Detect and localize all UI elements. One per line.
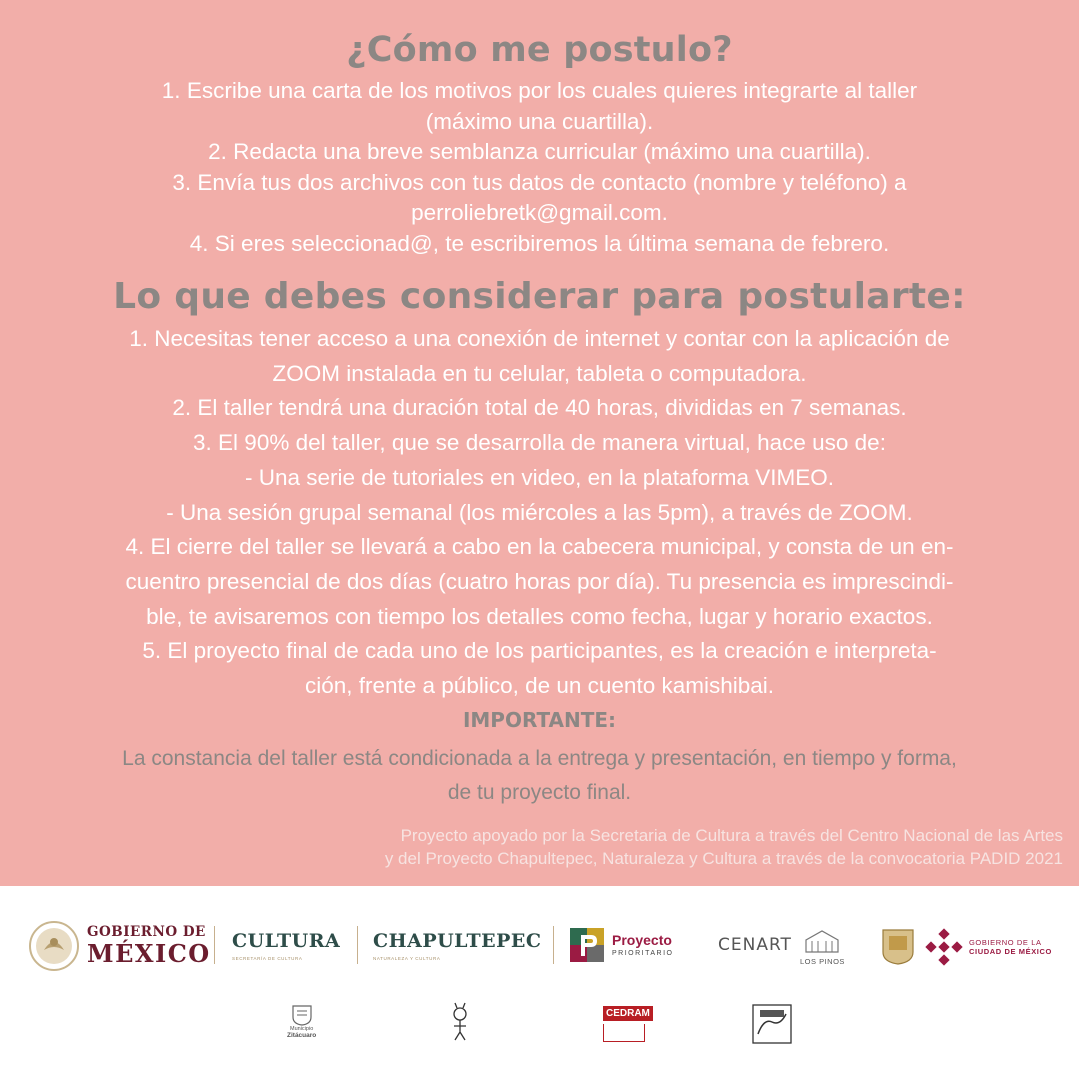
logo-divider [357, 926, 358, 964]
requirement-line: 4. El cierre del taller se llevará a cabo en la cabecera municipal, y consta de un en- [125, 534, 954, 560]
step-line: 2. Redacta una breve semblanza curricular (máximo una cuartilla). [208, 139, 871, 164]
cedram-label: CEDRAM [603, 1006, 653, 1021]
chapultepec-logo [373, 932, 542, 961]
cedram-frame [603, 1024, 645, 1042]
step-line: 4. Si eres seleccionad@, te escribiremos la última semana de febrero. [189, 230, 890, 256]
contact-email: perroliebretk@gmail.com. [411, 200, 668, 225]
proyecto-label: Proyecto [612, 932, 672, 948]
cenart-label: CENART [718, 935, 792, 955]
requirement-line: ción, frente a público, de un cuento kamishibai. [304, 673, 775, 699]
chapultepec-label: CHAPULTEPEC [373, 930, 542, 952]
requirement-line: ZOOM instalada en tu celular, tableta o computadora. [272, 360, 807, 386]
proyecto-prioritario-logo [570, 928, 673, 962]
illustrated-logo [752, 1004, 792, 1044]
important-line: de tu proyecto final. [447, 781, 632, 804]
step-line: 1. Escribe una carta de los motivos por los cuales quieres integrarte al taller [161, 78, 918, 103]
illustration-stamp-icon [752, 1004, 792, 1044]
requirement-line: ble, te avisaremos con tiempo los detalles como fecha, lugar y horario exactos. [146, 603, 933, 629]
zitacuaro-label: Zitácuaro [287, 1032, 317, 1039]
perro-liebre-character-icon [448, 1002, 476, 1042]
heading-como-postulo: ¿Cómo me postulo? [346, 30, 733, 70]
sponsor-logo-strip [0, 886, 1079, 1080]
logo-divider [553, 926, 554, 964]
requirement-line: 5. El proyecto final de cada uno de los participantes, es la creación e interpreta- [142, 638, 937, 664]
application-steps [20, 76, 1059, 259]
requirement-line: 2. El taller tendrá una duración total de 40 horas, divididas en 7 semanas. [172, 395, 907, 421]
los-pinos-logo [800, 928, 845, 966]
zitacuaro-shield-icon [291, 1004, 313, 1026]
mexico-label: MÉXICO [87, 938, 211, 968]
logo-divider [214, 926, 215, 964]
credits-line: y del Proyecto Chapultepec, Naturaleza y Cultura a través de la convocatoria PADID 2021 [384, 849, 1063, 868]
cultura-label: CULTURA [232, 930, 341, 952]
zitacuaro-logo [287, 1004, 316, 1039]
gobierno-label: GOBIERNO DE [87, 924, 206, 941]
cdmx-label-bottom: CIUDAD DE MÉXICO [969, 947, 1052, 956]
important-note [10, 742, 1069, 810]
cedram-logo [603, 1006, 653, 1021]
los-pinos-building-icon [802, 928, 842, 954]
requirement-line: - Una serie de tutoriales en video, en la plataforma VIMEO. [244, 464, 835, 490]
requirement-line: 3. El 90% del taller, que se desarrolla de manera virtual, hace uso de: [193, 430, 886, 456]
gobierno-de-mexico-logo [28, 920, 211, 972]
credits-line: Proyecto apoyado por la Secretaria de Cultura a través del Centro Nacional de las Artes [400, 826, 1063, 845]
requirements-list [10, 322, 1069, 704]
los-pinos-label: LOS PINOS [800, 957, 845, 966]
mexico-coat-of-arms-icon [28, 920, 80, 972]
proyecto-p-icon [570, 928, 604, 962]
requirement-line: cuentro presencial de dos días (cuatro horas por día). Tu presencia es imprescindi- [125, 568, 954, 594]
prioritario-label: PRIORITARIO [612, 950, 674, 957]
cultura-sub-label: SECRETARÍA DE CULTURA [232, 956, 303, 961]
heading-considerar: Lo que debes considerar para postularte: [113, 276, 966, 317]
step-line: (máximo una cuartilla). [425, 108, 654, 134]
important-heading: IMPORTANTE: [462, 708, 617, 732]
cenart-logo [718, 935, 792, 955]
cdmx-emblem-icon [925, 928, 963, 966]
perro-liebre-logo [448, 1002, 476, 1042]
credits-note [385, 824, 1063, 870]
requirement-line: - Una sesión grupal semanal (los miércoles a las 5pm), a través de ZOOM. [166, 499, 913, 525]
requirement-line: 1. Necesitas tener acceso a una conexión de internet y contar con la aplicación de [129, 326, 950, 351]
step-line: 3. Envía tus dos archivos con tus datos de contacto (nombre y teléfono) a [172, 169, 907, 195]
cdmx-label-top: GOBIERNO DE LA [969, 937, 1042, 947]
cdmx-shield-icon [881, 928, 915, 966]
zitacuaro-label-top: Municipio [290, 1026, 314, 1032]
cultura-logo [232, 932, 340, 961]
important-line: La constancia del taller está condicionada a la entrega y presentación, en tiempo y forma, [122, 747, 957, 770]
cdmx-logo [881, 928, 1052, 966]
chapultepec-sub-label: NATURALEZA Y CULTURA [373, 956, 441, 961]
